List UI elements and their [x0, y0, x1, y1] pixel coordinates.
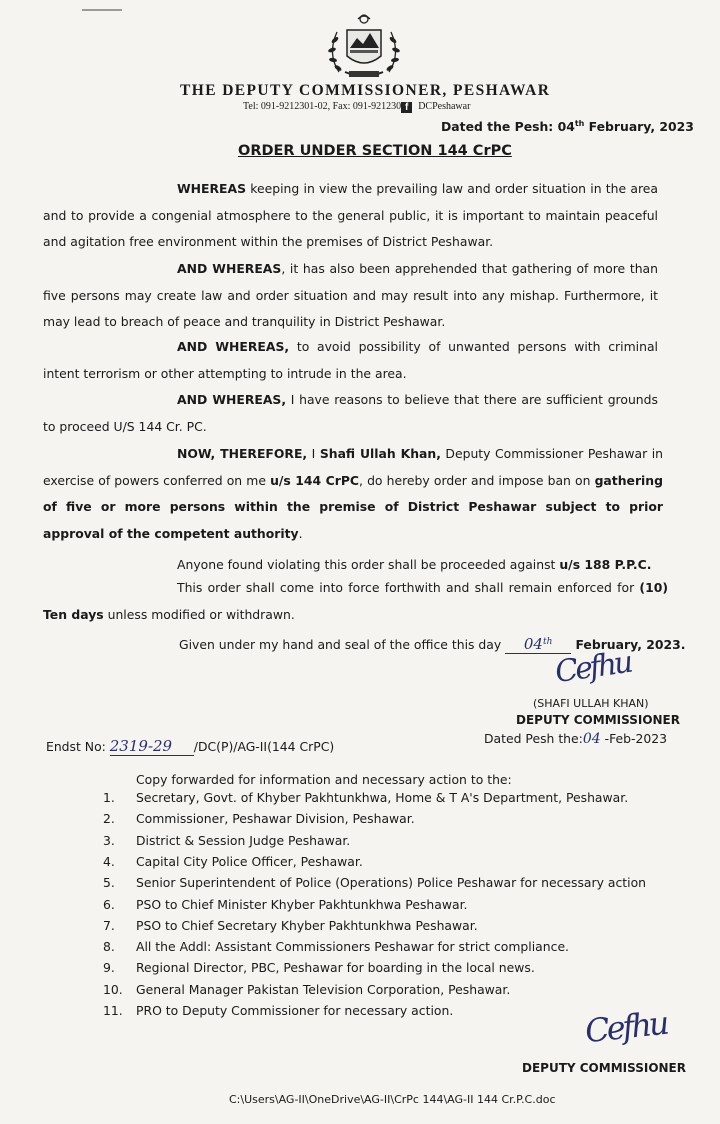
- list-item-text: Commissioner, Peshawar Division, Peshawar.: [136, 811, 415, 827]
- facebook-icon: f: [401, 102, 412, 113]
- list-item-text: PSO to Chief Minister Khyber Pakhtunkhwa Peshawar.: [136, 896, 468, 912]
- list-item-number: 7.: [103, 917, 115, 933]
- list-item-number: 5.: [103, 875, 115, 891]
- list-item-number: 4.: [103, 853, 115, 869]
- signature-scribble-2: Cefhu: [583, 1003, 669, 1051]
- paragraph-now-therefore: NOW, THEREFORE, I Shafi Ullah Khan, Deputy Commissioner Peshawar in exercise of powers conferred on me u/s 144 CrPC, do hereby order and impose ban on gathering of five or more persons within the premise of District Peshawar subject to prior approval of the competent authority.: [43, 446, 663, 541]
- list-item-number: 6.: [103, 896, 115, 912]
- list-item-text: PRO to Deputy Commissioner for necessary action.: [136, 1003, 454, 1018]
- endorsement-number: Endst No: 2319-29 /DC(P)/AG-II(144 CrPC): [46, 737, 335, 755]
- list-item-number: 1.: [103, 790, 115, 805]
- contact-numbers: Tel: 091-9212301-02, Fax: 091-921230: [243, 101, 402, 112]
- paragraph-whereas-1: WHEREAS keeping in view the prevailing law and order situation in the area and to provide a congenial atmosphere to the general public, it is important to maintain peaceful and agitation free environment within the premises of District Peshawar.: [43, 181, 658, 249]
- list-item: [103, 833, 663, 853]
- kpk-emblem-logo: [325, 10, 403, 84]
- list-item-text: Senior Superintendent of Police (Operations) Police Peshawar for necessary action: [136, 875, 647, 891]
- header-date: Dated the Pesh: 04th February, 2023: [441, 119, 694, 135]
- paragraph-whereas-3: AND WHEREAS, to avoid possibility of unwanted persons with criminal intent terrorism or other attempting to intrude in the area.: [43, 339, 658, 381]
- footer-file-path: C:\Users\AG-II\OneDrive\AG-II\CrPc 144\AG-II 144 Cr.P.C.doc: [229, 1093, 556, 1106]
- list-item: [103, 982, 663, 1002]
- list-item: [103, 854, 663, 874]
- signatory-designation: DEPUTY COMMISSIONER: [516, 713, 680, 727]
- paragraph-violation: Anyone found violating this order shall be proceeded against u/s 188 P.P.C.: [177, 557, 652, 572]
- signature-scribble: Cefhu: [552, 644, 633, 691]
- paragraph-enforcement: This order shall come into force forthwith and shall remain enforced for (10) Ten days unless modified or withdrawn.: [43, 580, 668, 622]
- facebook-handle: DCPeshawar: [418, 101, 471, 112]
- contact-line: [243, 101, 470, 113]
- list-item-text: District & Session Judge Peshawar.: [136, 832, 351, 848]
- list-item-text: General Manager Pakistan Television Corporation, Peshawar.: [136, 981, 511, 997]
- list-item-text: All the Addl: Assistant Commissioners Peshawar for strict compliance.: [136, 939, 570, 955]
- list-item: [103, 939, 663, 959]
- list-item-text: Secretary, Govt. of Khyber Pakhtunkhwa, Home & T A's Department, Peshawar.: [136, 790, 629, 805]
- paragraph-whereas-4: AND WHEREAS, I have reasons to believe that there are sufficient grounds to proceed U/S 144 Cr. PC.: [43, 392, 658, 434]
- list-item-number: 9.: [103, 960, 115, 976]
- list-item-number: 11.: [103, 1003, 123, 1018]
- office-title: THE DEPUTY COMMISSIONER, PESHAWAR: [180, 82, 551, 99]
- paragraph-whereas-2: AND WHEREAS, it has also been apprehended that gathering of more than five persons may create law and order situation and may result into any mishap. Furthermore, it may lead to breach of peace and tranquility in District Peshawar.: [43, 261, 659, 329]
- list-item-number: 8.: [103, 939, 115, 955]
- signatory-designation-2: DEPUTY COMMISSIONER: [522, 1061, 686, 1075]
- list-item-text: Regional Director, PBC, Peshawar for boarding in the local news.: [136, 960, 535, 976]
- list-item: [103, 918, 663, 938]
- list-item: [103, 960, 663, 980]
- list-item-text: PSO to Chief Secretary Khyber Pakhtunkhwa Peshawar.: [136, 917, 478, 933]
- signature-date: Dated Pesh the:04 -Feb-2023: [484, 731, 668, 747]
- list-item: [103, 875, 663, 895]
- list-item: [103, 1003, 663, 1023]
- endorsement-intro: Copy forwarded for information and necessary action to the:: [136, 772, 512, 787]
- list-item: [103, 790, 663, 810]
- list-item-number: 3.: [103, 832, 115, 848]
- list-item-text: Capital City Police Officer, Peshawar.: [136, 853, 363, 869]
- list-item: [103, 811, 663, 831]
- signatory-name: (SHAFI ULLAH KHAN): [533, 697, 649, 710]
- scan-mark: [82, 9, 122, 11]
- given-under-line: Given under my hand and seal of the office this day 04th February, 2023.: [179, 635, 686, 653]
- order-title: ORDER UNDER SECTION 144 CrPC: [238, 143, 512, 159]
- list-item-number: 2.: [103, 811, 115, 827]
- list-item-number: 10.: [103, 981, 123, 997]
- handwritten-day: 04th: [505, 635, 571, 654]
- list-item: [103, 897, 663, 917]
